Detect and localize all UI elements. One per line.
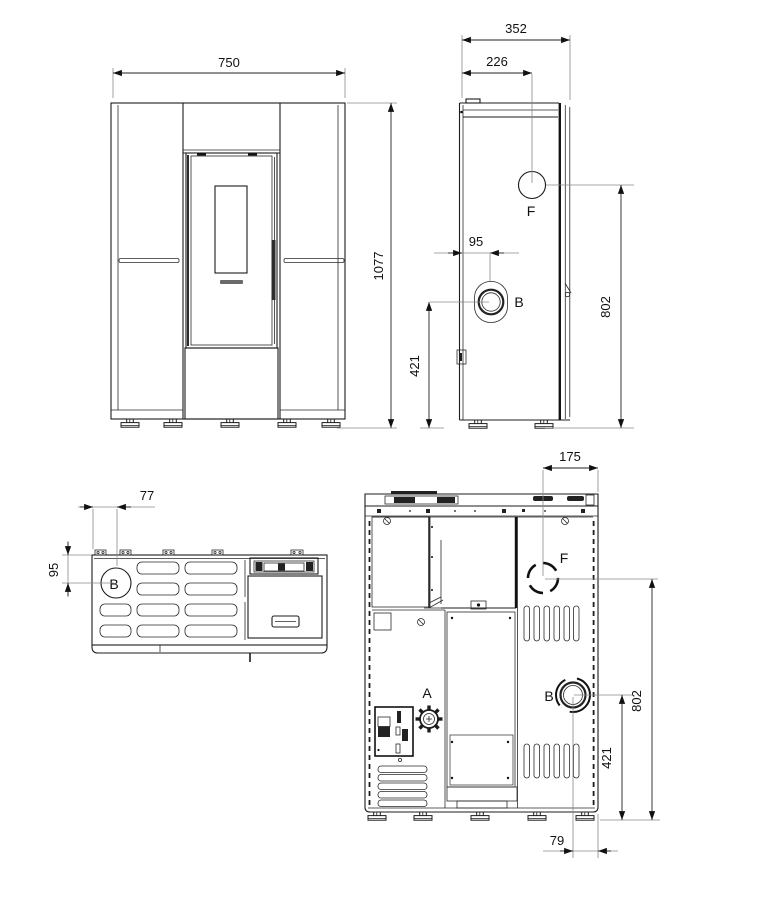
rear-lower-right-vents xyxy=(524,744,579,778)
rear-center-panel xyxy=(441,517,516,609)
dim-rear-air-height: 421 xyxy=(599,747,614,769)
stove-door xyxy=(186,153,277,348)
dim-top-air-x: 77 xyxy=(139,488,155,503)
rear-top-strip xyxy=(365,491,598,525)
brand-logo xyxy=(220,280,243,284)
front-plinth xyxy=(185,348,278,419)
dim-rear-air-offset: 79 xyxy=(549,833,565,848)
fuse-holder xyxy=(402,729,408,741)
rear-upper-vents xyxy=(524,606,579,641)
top-air-label: B xyxy=(109,576,119,592)
dim-side-flue-offset: 226 xyxy=(486,54,508,69)
top-grille xyxy=(100,562,237,637)
dim-side-depth: 352 xyxy=(505,21,527,36)
side-feet xyxy=(469,420,553,428)
side-view xyxy=(407,21,634,428)
hopper-lid xyxy=(248,558,322,638)
dim-rear-flue-height: 802 xyxy=(629,690,644,712)
power-control-box xyxy=(375,707,413,756)
rear-left-panel xyxy=(372,517,430,607)
dim-front-height: 1077 xyxy=(371,251,386,281)
top-edge-tabs xyxy=(95,550,303,555)
rear-perforation xyxy=(374,613,391,630)
rear-fan-label: A xyxy=(422,685,432,701)
door-window xyxy=(215,186,247,273)
door-handle xyxy=(272,240,276,300)
front-view xyxy=(111,55,397,428)
dim-rear-flue-offset: 175 xyxy=(559,449,581,464)
right-panel-groove xyxy=(284,259,344,263)
rear-feet xyxy=(368,812,594,820)
screw-icon xyxy=(384,518,569,525)
fan-knob xyxy=(416,706,443,733)
dim-front-width: 750 xyxy=(218,55,240,70)
rear-lower-left-vents xyxy=(378,766,427,807)
dim-top-air-y: 95 xyxy=(46,562,61,578)
dim-side-flue-height: 802 xyxy=(598,296,613,318)
rear-lower-center-panel xyxy=(447,612,517,808)
side-air-label: B xyxy=(514,294,524,310)
rear-view xyxy=(365,449,660,858)
rear-duct xyxy=(424,517,446,608)
left-panel-groove xyxy=(119,259,179,263)
rear-flue-label: F xyxy=(559,550,569,566)
top-view xyxy=(46,488,327,662)
dim-side-air-offset: 95 xyxy=(468,234,484,249)
front-feet xyxy=(121,419,340,427)
rear-air-label: B xyxy=(544,688,554,704)
side-flue-label: F xyxy=(526,203,536,219)
dim-side-air-height: 421 xyxy=(407,355,422,377)
